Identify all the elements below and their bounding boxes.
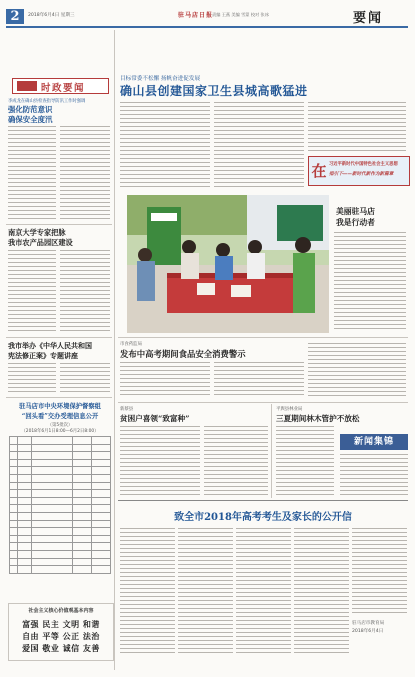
food-body-col1 (120, 362, 210, 398)
food-kicker: 市食药监局 (120, 342, 142, 347)
notice-title-2: “回头看”交办受理信息公开 (21, 413, 99, 420)
article1-body-col2 (60, 126, 110, 222)
letter-body-col5 (352, 528, 407, 614)
promo-line2: 指引下——新时代新作为新篇章 (329, 172, 394, 177)
masthead: 驻马店日报 (178, 12, 214, 19)
date-line: 2018年6月4日 星期三 (28, 13, 75, 18)
poverty-kicker: 新蔡县 (120, 407, 134, 412)
article1-kicker: 李成龙在确山县检查指导防汛工作时强调 (8, 99, 86, 104)
promo-seal: 在 (311, 162, 327, 180)
photo-caption-body (334, 232, 406, 332)
article3-body-col1 (8, 363, 56, 393)
poverty-body-col2 (204, 426, 268, 496)
event-photo-illustration (127, 195, 329, 333)
notice-table (9, 436, 111, 574)
divider (6, 397, 112, 398)
poverty-title: 贫困户喜领“致富种” (120, 414, 190, 423)
column-tag: 时政要闻 (41, 83, 86, 94)
article1-body-col1 (8, 126, 56, 222)
article1-title-2: 确保安全度汛 (8, 115, 53, 124)
divider (118, 500, 408, 501)
article2-body-col2 (60, 250, 110, 334)
promo-banner (308, 156, 410, 186)
event-photo (127, 195, 329, 333)
core-values-title: 社会主义核心价值观基本内容 (28, 608, 94, 614)
article2-title-2: 我市农产品园区建设 (8, 238, 73, 247)
article3-title-1: 我市举办《中华人民共和国 (8, 341, 92, 350)
tag-marker (17, 81, 37, 91)
photo-caption-1: 美丽驻马店 (336, 207, 375, 216)
divider (6, 337, 112, 338)
letter-body-col2 (178, 528, 233, 656)
core-values-line1: 富强 民主 文明 和谐 (22, 619, 100, 629)
divider (6, 224, 112, 225)
page-number: 2 (6, 9, 24, 24)
promo-line1: 习近平新时代中国特色社会主义思想 (329, 162, 398, 167)
article2-title-1: 南京大学专家把脉 (8, 228, 66, 237)
letter-title: 致全市2018年高考考生及家长的公开信 (174, 512, 352, 523)
forest-title: 三夏期间林木管护不放松 (276, 414, 360, 423)
news-digest-box: 新闻集锦 (340, 434, 408, 450)
photo-caption-2: 我是行动者 (336, 218, 375, 227)
food-body-col3 (308, 343, 406, 398)
section-title: 要闻 (353, 11, 384, 26)
letter-body-col4 (294, 528, 349, 656)
divider (118, 337, 408, 338)
lead-body-col3 (308, 102, 406, 152)
column-tag-box (12, 78, 109, 94)
notice-date-range: （2018年6月1日8:00—6月2日8:00） (21, 429, 99, 434)
notice-subtitle: （第5批次） (47, 423, 73, 428)
lead-title: 确山县创建国家卫生县城高歌猛进 (120, 84, 308, 98)
notice-title-1: 驻马店市中央环境保护督察组 (19, 403, 101, 410)
header-rule (6, 26, 408, 28)
header-line: 责编 王燕 美编 雪蒙 校对 张冰 (212, 12, 269, 17)
column-divider (271, 404, 272, 498)
forest-kicker: 平舆县林业局 (276, 407, 303, 412)
letter-signature-2: 2018年6月4日 (352, 629, 384, 634)
article3-title-2: 宪法修正案》专题讲座 (8, 351, 78, 360)
lead-body-col2 (214, 102, 304, 190)
news-digest-body (340, 454, 408, 496)
lead-kicker: 目标常委不松懈 扬帆奋进促发展 (120, 76, 201, 82)
letter-body-col3 (236, 528, 291, 656)
article3-body-col2 (60, 363, 110, 393)
core-values-line3: 爱国 敬业 诚信 友善 (22, 643, 100, 653)
food-title: 发布中高考期间食品安全消费警示 (120, 349, 246, 359)
article2-body-col1 (8, 250, 56, 334)
column-divider (114, 30, 115, 670)
divider (118, 402, 408, 403)
forest-body-col1 (276, 426, 334, 496)
article1-title-1: 强化防范意识 (8, 105, 53, 114)
core-values-line2: 自由 平等 公正 法治 (22, 631, 100, 641)
core-values-box (8, 603, 114, 661)
letter-body-col1 (120, 528, 175, 656)
food-body-col2 (214, 362, 304, 398)
poverty-body-col1 (120, 426, 200, 496)
letter-signature-1: 驻马店市教育局 (352, 621, 385, 626)
lead-body-col1 (120, 102, 210, 190)
